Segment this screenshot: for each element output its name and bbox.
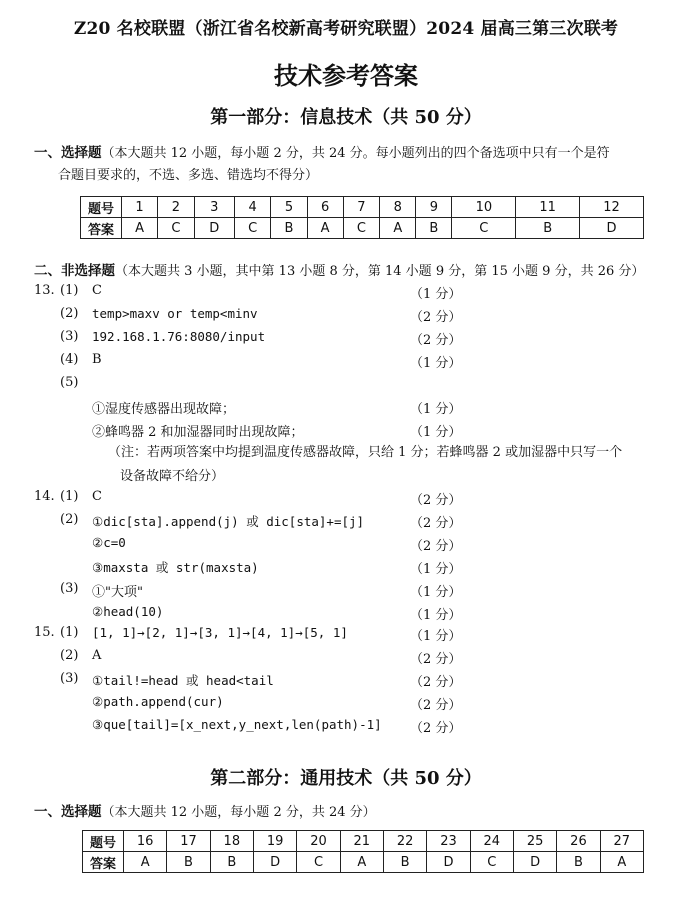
answer-text: A (92, 648, 102, 663)
section-note: （本大题共 12 小题，每小题 2 分，共 24 分） (101, 805, 376, 820)
answer-text: ①tail!=head 或 head<tail (92, 673, 274, 688)
sub-question-number: (3) (60, 329, 79, 344)
table-cell: D (194, 218, 234, 239)
row-header: 答案 (83, 852, 124, 873)
table-cell: C (158, 218, 195, 239)
table-cell: 1 (122, 197, 158, 218)
part1-title: 第一部分：信息技术（共 50 分） (210, 107, 482, 128)
table-cell: 24 (470, 831, 513, 852)
sub-question-number: (1) (60, 489, 79, 504)
points: （2 分） (410, 675, 462, 690)
part2-title: 第二部分：通用技术（共 50 分） (210, 768, 482, 789)
answer-text: B (92, 352, 102, 367)
table-cell: C (470, 852, 513, 873)
section-heading: 一、选择题 (34, 804, 102, 820)
points: （1 分） (410, 402, 462, 417)
part1-answer-table (80, 196, 644, 239)
answer-text: ③maxsta 或 str(maxsta) (92, 560, 259, 575)
answer-text: ②蜂鸣器 2 和加湿器同时出现故障； (92, 425, 304, 440)
row-header: 答案 (81, 218, 122, 239)
answer-text: C (92, 283, 102, 298)
table-cell: 12 (580, 197, 644, 218)
table-cell: 7 (343, 197, 380, 218)
points: （2 分） (410, 698, 462, 713)
table-cell: B (416, 218, 452, 239)
table-cell: C (343, 218, 380, 239)
part1-choice-heading-line (34, 141, 610, 161)
sub-question-number: (1) (60, 625, 79, 640)
answer-row (83, 852, 644, 873)
points: （2 分） (410, 539, 462, 554)
answer-text: ①dic[sta].append(j) 或 dic[sta]+=[j] (92, 514, 365, 529)
section-heading: 一、选择题 (34, 145, 102, 161)
sub-question-number: (2) (60, 512, 79, 527)
table-cell: 3 (194, 197, 234, 218)
table-cell: D (580, 218, 644, 239)
table-cell: D (253, 852, 296, 873)
table-cell: 11 (516, 197, 580, 218)
table-cell: 8 (380, 197, 416, 218)
table-cell: B (167, 852, 210, 873)
table-cell: C (234, 218, 271, 239)
points: （1 分） (410, 287, 462, 302)
points: （2 分） (410, 516, 462, 531)
table-cell: 9 (416, 197, 452, 218)
part2-answer-table (82, 830, 644, 873)
sub-question-number: (2) (60, 648, 79, 663)
table-cell: B (557, 852, 600, 873)
table-cell: D (427, 852, 470, 873)
sub-question-number: (3) (60, 581, 79, 596)
table-cell: A (600, 852, 643, 873)
table-cell: 17 (167, 831, 210, 852)
table-cell: 20 (297, 831, 340, 852)
table-cell: 22 (383, 831, 426, 852)
table-cell: 5 (271, 197, 307, 218)
table-cell: 19 (253, 831, 296, 852)
table-cell: 4 (234, 197, 271, 218)
table-cell: A (124, 852, 167, 873)
answer-text: ②head(10) (92, 604, 164, 619)
answer-text: ①"大项" (92, 585, 143, 600)
sub-question-number: (4) (60, 352, 79, 367)
table-cell: B (210, 852, 253, 873)
sub-question-number: (2) (60, 306, 79, 321)
points: （2 分） (410, 310, 462, 325)
table-cell: 27 (600, 831, 643, 852)
part1-nonchoice-heading-line (34, 259, 644, 279)
table-cell: 6 (307, 197, 343, 218)
points: （1 分） (410, 425, 462, 440)
table-cell: A (122, 218, 158, 239)
row-header: 题号 (83, 831, 124, 852)
section-note-cont: 合题目要求的，不选、多选、错选均不得分） (58, 168, 319, 183)
points: （1 分） (410, 356, 462, 371)
table-cell: A (307, 218, 343, 239)
answer-text: ②c=0 (92, 535, 126, 550)
points: （1 分） (410, 585, 462, 600)
points: （1 分） (410, 562, 462, 577)
table-cell: 25 (513, 831, 556, 852)
points: （2 分） (410, 652, 462, 667)
table-cell: 18 (210, 831, 253, 852)
answer-text: ③que[tail]=[x_next,y_next,len(path)-1] (92, 717, 382, 732)
table-cell: 16 (124, 831, 167, 852)
section-heading: 二、非选择题 (34, 263, 115, 279)
answer-text: ①湿度传感器出现故障； (92, 402, 236, 417)
table-cell: B (271, 218, 307, 239)
answer-text: [1, 1]→[2, 1]→[3, 1]→[4, 1]→[5, 1] (92, 625, 348, 640)
table-cell: 21 (340, 831, 383, 852)
table-cell: 26 (557, 831, 600, 852)
question-number: 15. (34, 625, 55, 640)
table-cell: D (513, 852, 556, 873)
points: （2 分） (410, 333, 462, 348)
sub-question-number: (3) (60, 671, 79, 686)
question-number: 13. (34, 283, 55, 298)
answer-text: C (92, 489, 102, 504)
q13-note-cont: 设备故障不给分） (120, 469, 225, 484)
document-title: 技术参考答案 (274, 61, 418, 90)
table-cell: 2 (158, 197, 195, 218)
sub-question-number: (5) (60, 375, 79, 390)
answer-text: 192.168.1.76:8080/input (92, 329, 266, 344)
table-cell: 10 (452, 197, 516, 218)
section-note: （本大题共 12 小题，每小题 2 分，共 24 分。每小题列出的四个备选项中只有一个是符 (101, 146, 610, 161)
sub-question-number: (1) (60, 283, 79, 298)
points: （2 分） (410, 493, 462, 508)
answer-row (81, 218, 644, 239)
table-cell: A (340, 852, 383, 873)
table-cell: C (297, 852, 340, 873)
section-note: （本大题共 3 小题，其中第 13 小题 8 分，第 14 小题 9 分，第 15 小题 9 分，共 26 分） (115, 264, 645, 279)
table-cell: A (380, 218, 416, 239)
part2-choice-heading-line (34, 800, 376, 820)
table-cell: B (516, 218, 580, 239)
answer-text: temp>maxv or temp<minv (92, 306, 258, 321)
table-cell: B (383, 852, 426, 873)
question-number-row (81, 197, 644, 218)
question-number: 14. (34, 489, 55, 504)
points: （1 分） (410, 629, 462, 644)
table-cell: 23 (427, 831, 470, 852)
table-cell: C (452, 218, 516, 239)
points: （2 分） (410, 721, 462, 736)
q13-note: （注：若两项答案中均提到温度传感器故障，只给 1 分；若蜂鸣器 2 或加湿器中只写一个 (108, 445, 623, 460)
points: （1 分） (410, 608, 462, 623)
question-number-row (83, 831, 644, 852)
exam-title: Z20 名校联盟（浙江省名校新高考研究联盟）2024 届高三第三次联考 (73, 19, 619, 39)
row-header: 题号 (81, 197, 122, 218)
answer-text: ②path.append(cur) (92, 694, 224, 709)
